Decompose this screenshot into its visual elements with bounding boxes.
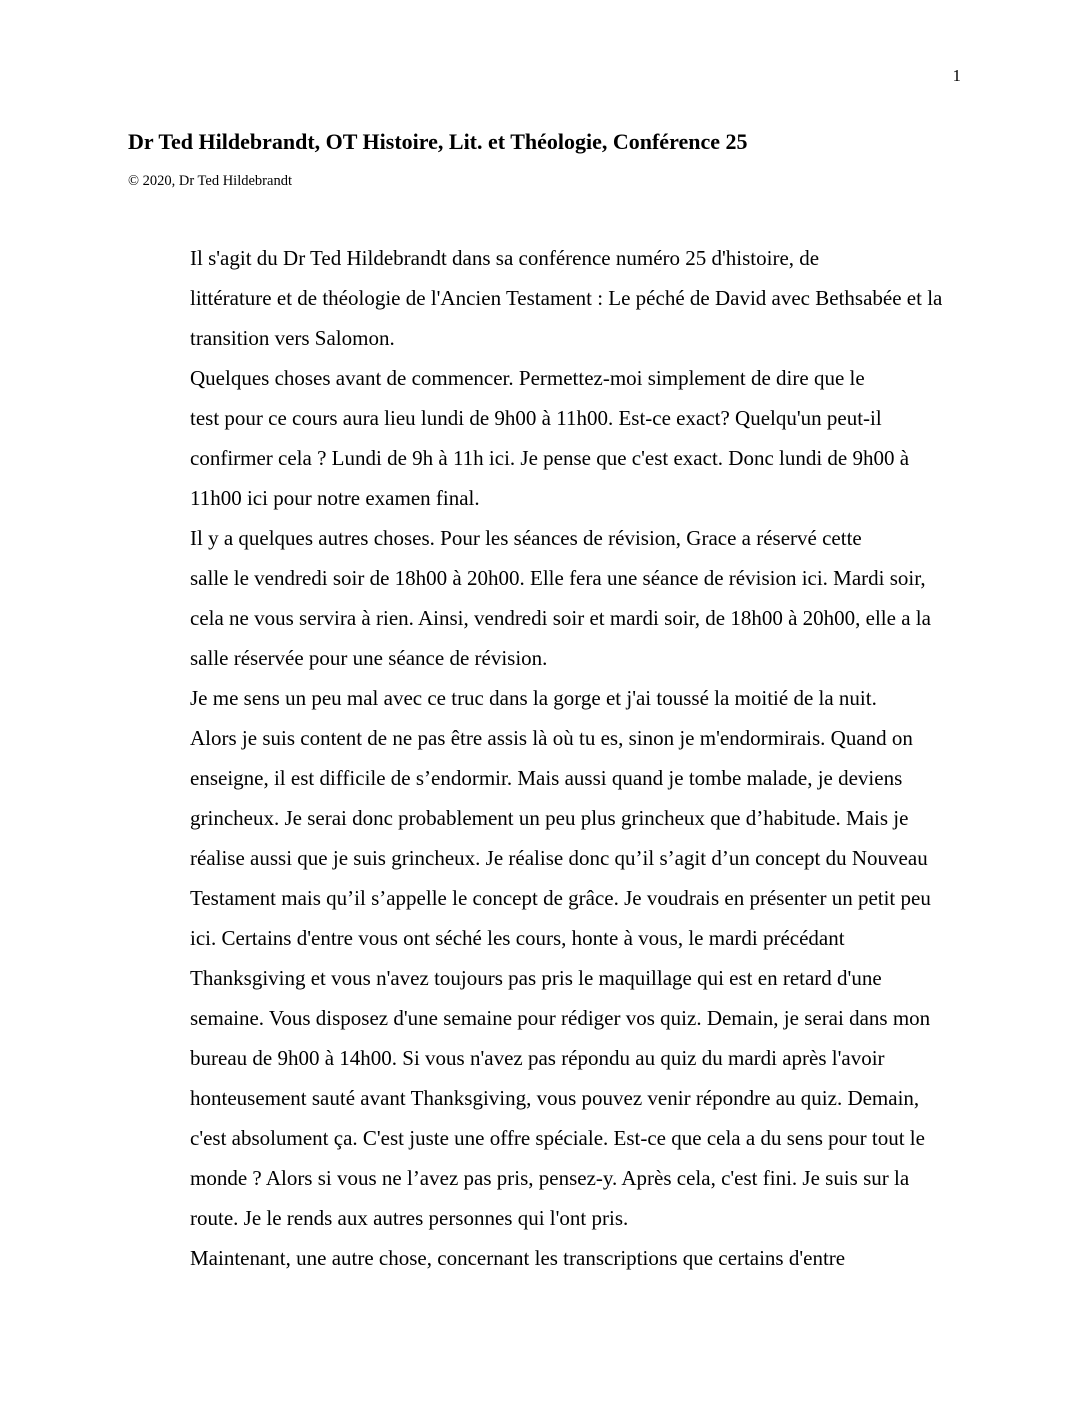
text-line: Testament mais qu’il s’appelle le concept de grâce. Je voudrais en présenter un petit peu: [190, 886, 931, 910]
document-title: Dr Ted Hildebrandt, OT Histoire, Lit. et Théologie, Conférence 25: [128, 129, 748, 154]
text-line: monde ? Alors si vous ne l’avez pas pris, pensez-y. Après cela, c'est fini. Je suis sur la: [190, 1166, 910, 1190]
text-line: 11h00 ici pour notre examen final.: [190, 486, 480, 510]
text-line: Maintenant, une autre chose, concernant les transcriptions que certains d'entre: [190, 1246, 846, 1270]
text-line: salle le vendredi soir de 18h00 à 20h00. Elle fera une séance de révision ici. Mardi soir,: [190, 566, 926, 590]
text-line: bureau de 9h00 à 14h00. Si vous n'avez pas répondu au quiz du mardi après l'avoir: [190, 1046, 885, 1070]
text-line: Thanksgiving et vous n'avez toujours pas pris le maquillage qui est en retard d'une: [190, 966, 882, 990]
text-line: grincheux. Je serai donc probablement un peu plus grincheux que d’habitude. Mais je: [190, 806, 909, 830]
paragraph: [128, 238, 960, 358]
paragraph: [128, 1238, 960, 1278]
text-line: salle réservée pour une séance de révision.: [190, 646, 548, 670]
text-line: transition vers Salomon.: [190, 326, 395, 350]
copyright-notice: © 2020, Dr Ted Hildebrandt: [128, 173, 292, 189]
text-line: ici. Certains d'entre vous ont séché les cours, honte à vous, le mardi précédant: [190, 926, 845, 950]
text-line: Il y a quelques autres choses. Pour les séances de révision, Grace a réservé cette: [190, 526, 862, 550]
text-line: confirmer cela ? Lundi de 9h à 11h ici. Je pense que c'est exact. Donc lundi de 9h00 à: [190, 446, 910, 470]
paragraph: [128, 358, 960, 518]
text-line: route. Je le rends aux autres personnes qui l'ont pris.: [190, 1206, 629, 1230]
text-line: honteusement sauté avant Thanksgiving, vous pouvez venir répondre au quiz. Demain,: [190, 1086, 920, 1110]
text-line: Je me sens un peu mal avec ce truc dans la gorge et j'ai toussé la moitié de la nuit.: [190, 686, 877, 710]
document-body: [128, 238, 960, 1278]
text-line: Il s'agit du Dr Ted Hildebrandt dans sa conférence numéro 25 d'histoire, de: [190, 246, 820, 270]
text-line: c'est absolument ça. C'est juste une offre spéciale. Est-ce que cela a du sens pour tout le: [190, 1126, 925, 1150]
text-line: Alors je suis content de ne pas être assis là où tu es, sinon je m'endormirais. Quand on: [190, 726, 913, 750]
text-line: enseigne, il est difficile de s’endormir. Mais aussi quand je tombe malade, je deviens: [190, 766, 903, 790]
text-line: Quelques choses avant de commencer. Permettez-moi simplement de dire que le: [190, 366, 865, 390]
paragraph: [128, 518, 960, 678]
text-line: test pour ce cours aura lieu lundi de 9h00 à 11h00. Est-ce exact? Quelqu'un peut-il: [190, 406, 882, 430]
text-line: cela ne vous servira à rien. Ainsi, vendredi soir et mardi soir, de 18h00 à 20h00, elle a la: [190, 606, 931, 630]
text-line: réalise aussi que je suis grincheux. Je réalise donc qu’il s’agit d’un concept du Nouveau: [190, 846, 928, 870]
text-line: semaine. Vous disposez d'une semaine pour rédiger vos quiz. Demain, je serai dans mon: [190, 1006, 931, 1030]
paragraph: [128, 678, 960, 1238]
text-line: littérature et de théologie de l'Ancien Testament : Le péché de David avec Bethsabée et la: [190, 286, 943, 310]
page-number: 1: [952, 66, 961, 85]
